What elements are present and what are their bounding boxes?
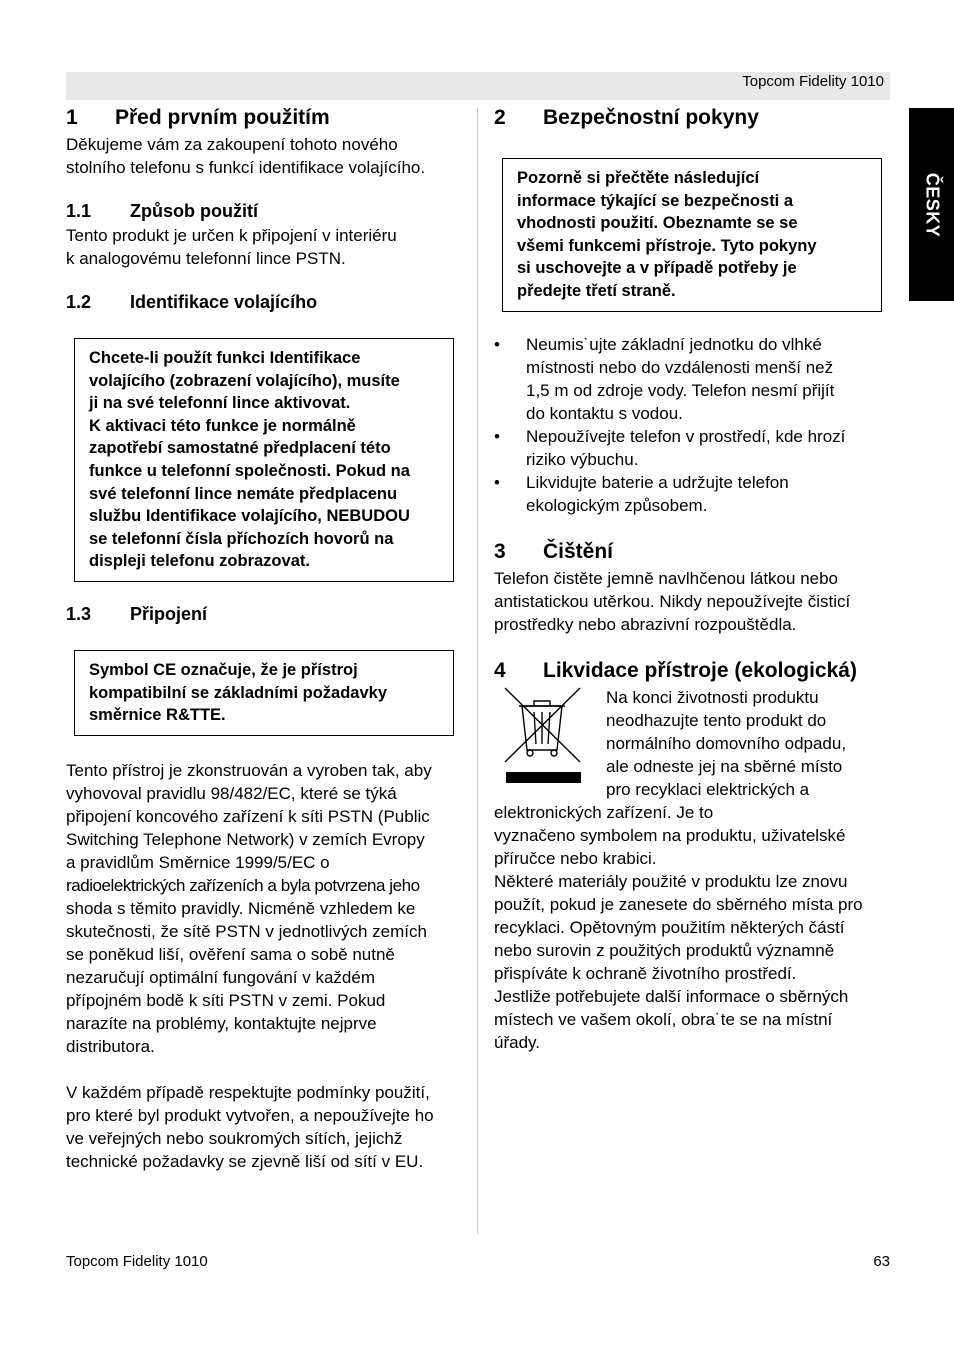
text-line: neodhazujte tento produkt do <box>606 710 827 730</box>
text-line: Děkujeme vám za zakoupení tohoto nového <box>66 135 398 154</box>
text-line: místnosti nebo do vzdálenosti menší než <box>526 357 834 377</box>
right-column <box>494 104 886 1054</box>
section-1-heading <box>66 104 460 132</box>
section-1-2-heading <box>66 290 460 314</box>
section-4-heading <box>494 657 886 685</box>
text-line: do kontaktu s vodou. <box>526 403 683 423</box>
section-title: Bezpečnostní pokyny <box>543 106 759 129</box>
subsection-title: Identifikace volajícího <box>130 292 318 312</box>
section-3-text <box>494 567 886 636</box>
notice-line: kompatibilní se základními požadavky <box>89 683 388 702</box>
notice-line: předejte třetí straně. <box>517 281 676 300</box>
section-title: Likvidace přístroje (ekologická) <box>543 658 857 682</box>
text-line: Telefon čistěte jemně navlhčenou látkou nebo <box>494 568 839 588</box>
text-line: Tento produkt je určen k připojení v interiéru <box>66 226 397 245</box>
section-title: Čištění <box>543 539 614 563</box>
notice-line: Symbol CE označuje, že je přístroj <box>89 660 358 679</box>
text-line: nezaručují optimální fungování v každém <box>66 967 376 987</box>
text-line: vyhovoval pravidlu 98/482/EC, které se týká <box>66 783 397 803</box>
ce-notice-box <box>74 650 454 736</box>
text-line: • Nepoužívejte telefon v prostředí, kde hrozí <box>526 426 846 446</box>
list-item <box>494 425 886 471</box>
subsection-title: Způsob použití <box>130 201 258 221</box>
section-1-1-text <box>66 224 460 270</box>
notice-line: Chcete-li použít funkci Identifikace <box>89 349 361 367</box>
section-number: 3 <box>494 539 506 563</box>
section-number: 4 <box>494 658 506 682</box>
text-line: místech ve vašem okolí, obra˙te se na místní <box>494 1009 833 1029</box>
text-line: • Neumis˙ujte základní jednotku do vlhké <box>526 334 822 354</box>
left-column <box>66 104 460 1173</box>
text-line: příručce nebo krabici. <box>494 848 657 868</box>
safety-bullet-list <box>494 333 886 517</box>
text-line: ve veřejných nebo soukromých sítích, jejichž <box>66 1128 403 1148</box>
text-line: a pravidlům Směrnice 1999/5/EC o <box>66 852 330 872</box>
subsection-number: 1.3 <box>66 603 92 624</box>
text-line: narazíte na problémy, kontaktujte nejprve <box>66 1013 377 1033</box>
subsection-title: Připojení <box>130 603 208 624</box>
safety-notice-box <box>502 158 882 312</box>
notice-line: displeji telefonu zobrazovat. <box>89 552 310 571</box>
list-item <box>494 471 886 517</box>
section-3-heading <box>494 538 886 566</box>
text-line: použít, pokud je zanesete do sběrného místa pro <box>494 894 863 914</box>
text-line: úřady. <box>494 1032 540 1052</box>
page-header <box>66 72 890 100</box>
caller-id-notice-box <box>74 338 454 582</box>
section-number: 1 <box>66 106 78 129</box>
text-line: Tento přístroj je zkonstruován a vyroben tak, aby <box>66 760 432 780</box>
subsection-number: 1.1 <box>66 201 92 221</box>
text-line: přispíváte k ochraně životního prostředí. <box>494 963 797 983</box>
subsection-number: 1.2 <box>66 292 92 312</box>
language-tab-label: ČESKY <box>922 172 942 237</box>
text-line: Jestliže potřebujete další informace o sběrných <box>494 986 849 1006</box>
text-line: radioelektrických zařízeních a byla potvrzena jeho <box>66 875 420 895</box>
notice-line: své telefonní lince nemáte předplacenu <box>89 484 398 503</box>
notice-line: ji na své telefonní lince aktivovat. <box>89 394 351 413</box>
notice-line: službu Identifikace volajícího, NEBUDOU <box>89 507 410 526</box>
notice-line: Pozorně si přečtěte následující <box>517 169 760 187</box>
notice-line: informace týkající se bezpečnosti a <box>517 191 794 210</box>
notice-line: se telefonní čísla příchozích hovorů na <box>89 529 394 548</box>
list-item <box>494 333 886 425</box>
text-line: vyznačeno symbolem na produktu, uživatelské <box>494 825 846 845</box>
section-4-text <box>494 686 886 1054</box>
text-line: riziko výbuchu. <box>526 449 639 469</box>
text-line: připojení koncového zařízení k síti PSTN (Public <box>66 806 430 826</box>
text-line: skutečnosti, že sítě PSTN v jednotlivých zemích <box>66 921 427 941</box>
text-line: Některé materiály použité v produktu lze znovu <box>494 871 848 891</box>
text-line: Switching Telephone Network) v zemích Evropy <box>66 829 425 849</box>
notice-line: vhodnosti použití. Obeznamte se se <box>517 214 798 233</box>
header-product: Topcom Fidelity 1010 <box>742 73 884 90</box>
section-1-3-heading <box>66 602 460 626</box>
text-line: stolního telefonu s funkcí identifikace volajícího. <box>66 158 426 177</box>
text-line: prostředky nebo abrazivní rozpouštědla. <box>494 614 797 634</box>
text-line: ekologickým způsobem. <box>526 495 708 515</box>
text-line: se poněkud liší, ověření sama o sobě nutně <box>66 944 395 964</box>
notice-line: funkce u telefonní společnosti. Pokud na <box>89 461 410 480</box>
text-line: 1,5 m od zdroje vody. Telefon nesmí přijít <box>526 380 835 400</box>
page-number: 63 <box>873 1253 890 1270</box>
section-1-text <box>66 133 460 179</box>
notice-line: směrnice R&TTE. <box>89 706 226 725</box>
section-number: 2 <box>494 106 506 129</box>
text-line: • Likvidujte baterie a udržujte telefon <box>526 472 789 492</box>
text-line: ale odneste jej na sběrné místo <box>606 756 843 776</box>
text-line: elektronických zařízení. Je to <box>494 802 714 822</box>
text-line: technické požadavky se zjevně liší od sítí v EU. <box>66 1151 424 1171</box>
section-title: Před prvním použitím <box>115 106 330 129</box>
compliance-paragraph <box>66 759 460 1058</box>
notice-line: si uschovejte a v případě potřeby je <box>517 259 797 278</box>
text-line: pro recyklaci elektrických a <box>606 779 810 799</box>
text-line: normálního domovního odpadu, <box>606 733 847 753</box>
text-line: Na konci životnosti produktu <box>606 687 819 707</box>
notice-line: K aktivaci této funkce je normálně <box>89 416 356 435</box>
notice-line: všemi funkcemi přístroje. Tyto pokyny <box>517 236 817 255</box>
text-line: antistatickou utěrkou. Nikdy nepoužívejte čisticí <box>494 591 851 611</box>
weee-crossed-bin-icon <box>494 686 606 786</box>
text-line: k analogovému telefonní lince PSTN. <box>66 249 346 268</box>
section-2-heading <box>494 104 886 132</box>
text-line: pro které byl produkt vytvořen, a nepoužívejte ho <box>66 1105 434 1125</box>
notice-line: volajícího (zobrazení volajícího), musíte <box>89 371 400 390</box>
text-line: recyklaci. Opětovným použitím některých částí <box>494 917 845 937</box>
text-line: V každém případě respektujte podmínky použití, <box>66 1082 430 1102</box>
section-1-1-heading <box>66 199 460 223</box>
notice-line: zapotřebí samostatné předplacení této <box>89 439 391 458</box>
language-tab <box>909 108 954 301</box>
text-line: nebo surovin z použitých produktů významně <box>494 940 835 960</box>
text-line: přípojném bodě k síti PSTN v zemi. Pokud <box>66 990 386 1010</box>
text-line: shoda s těmito pravidly. Nicméně vzhledem ke <box>66 898 416 918</box>
footer-product: Topcom Fidelity 1010 <box>66 1253 208 1270</box>
usage-paragraph <box>66 1081 460 1173</box>
text-line: distributora. <box>66 1036 155 1056</box>
column-divider <box>477 108 478 1234</box>
